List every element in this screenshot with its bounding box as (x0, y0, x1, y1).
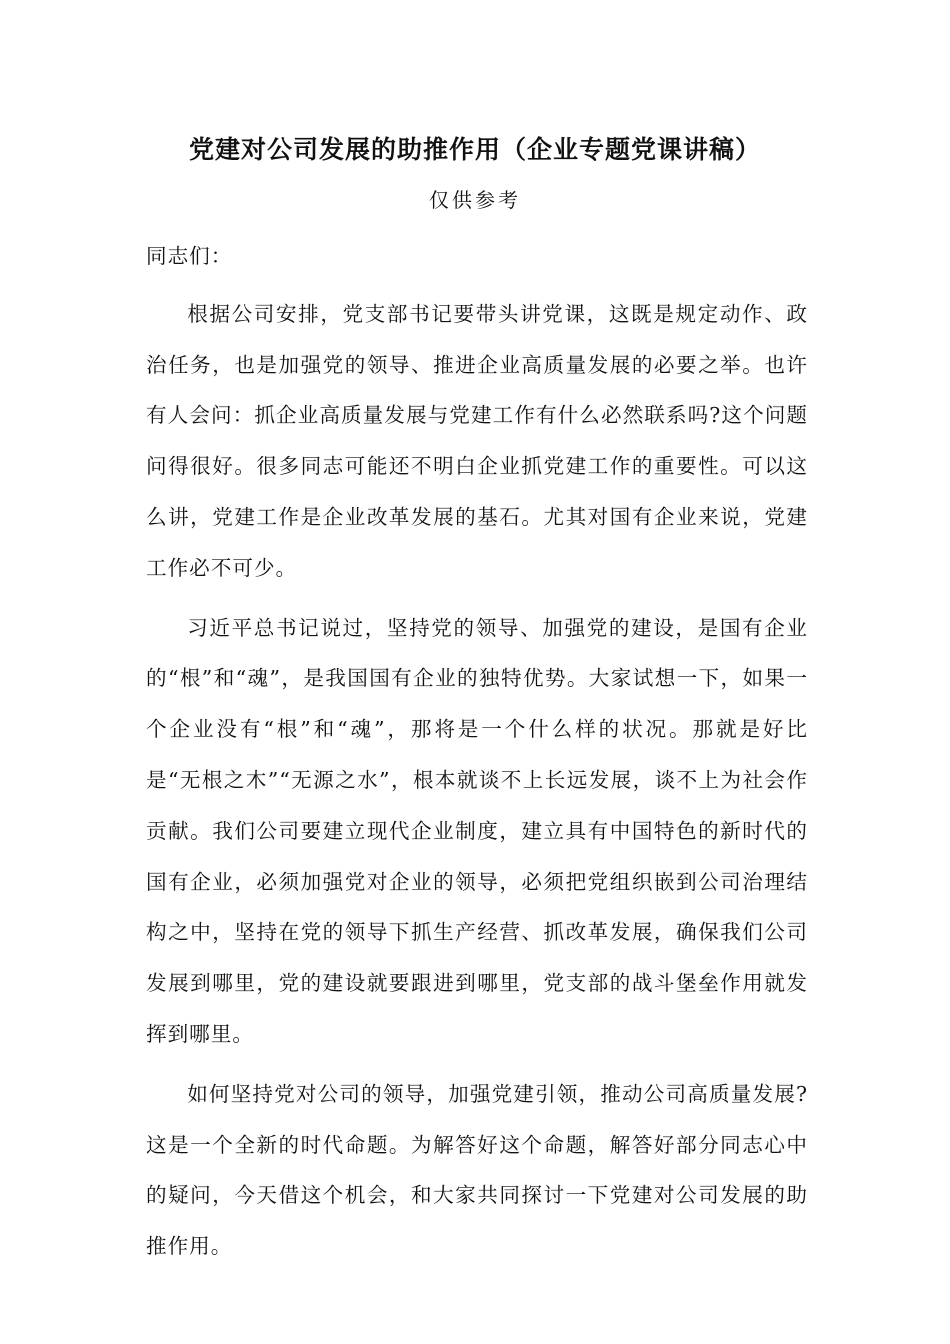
paragraph-2: 习近平总书记说过，坚持党的领导、加强党的建设，是国有企业的“根”和“魂”，是我国国有企业的独特优势。大家试想一下，如果一个企业没有“根”和“魂”，那将是一个什么样的状况。那就是好比是“无根之木”“无源之水”，根本就谈不上长远发展，谈不上为社会作贡献。我们公司要建立现代企业制度，建立具有中国特色的新时代的国有企业，必须加强党对企业的领导，必须把党组织嵌到公司治理结构之中，坚持在党的领导下抓生产经营、抓改革发展，确保我们公司发展到哪里，党的建设就要跟进到哪里，党支部的战斗堡垒作用就发挥到哪里。 (146, 615, 808, 1046)
paragraph-1: 根据公司安排，党支部书记要带头讲党课，这既是规定动作、政治任务，也是加强党的领导、推进企业高质量发展的必要之举。也许有人会问：抓企业高质量发展与党建工作有什么必然联系吗?这个问题问得很好。很多同志可能还不明白企业抓党建工作的重要性。可以这么讲，党建工作是企业改革发展的基石。尤其对国有企业来说，党建工作必不可少。 (146, 301, 808, 580)
document-body (146, 231, 808, 1281)
salutation: 同志们： (146, 244, 233, 268)
document-subtitle: 仅供参考 (429, 188, 521, 212)
paragraph-3: 如何坚持党对公司的领导，加强党建引领，推动公司高质量发展?这是一个全新的时代命题。为解答好这个命题，解答好部分同志心中的疑问，今天借这个机会，和大家共同探讨一下党建对公司发展的助推作用。 (146, 1081, 808, 1259)
document-title: 党建对公司发展的助推作用（企业专题党课讲稿） (188, 135, 761, 164)
